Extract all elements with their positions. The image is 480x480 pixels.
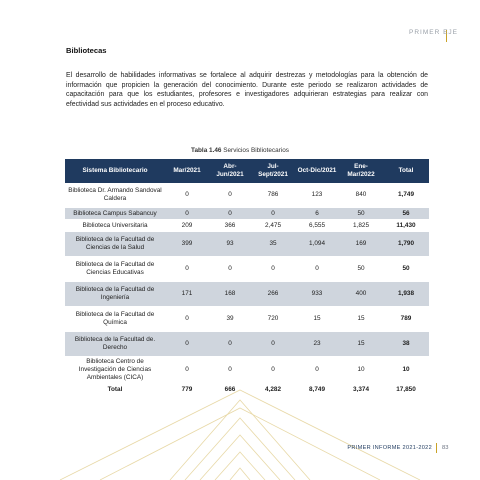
table-row (65, 220, 429, 232)
table-cell: 0 (251, 332, 295, 357)
table-cell: 4,282 (251, 384, 295, 397)
table-cell: 0 (165, 257, 209, 282)
table-caption-title: Servicios Bibliotecarios (221, 147, 289, 154)
row-total: 1,790 (383, 232, 429, 257)
table-cell: 0 (209, 357, 251, 384)
table-cell: 2,475 (251, 220, 295, 232)
row-total: 50 (383, 257, 429, 282)
table-cell: 35 (251, 232, 295, 257)
table-cell: 0 (209, 208, 251, 220)
table-cell: 209 (165, 220, 209, 232)
table-cell: 266 (251, 282, 295, 307)
table-cell: 779 (165, 384, 209, 397)
table-cell: 50 (339, 257, 383, 282)
library-name: Biblioteca de la Facultad de. Derecho (65, 332, 165, 357)
row-total: 10 (383, 357, 429, 384)
table-cell: 666 (209, 384, 251, 397)
table-cell: 169 (339, 232, 383, 257)
table-cell: 720 (251, 307, 295, 332)
table-cell: 171 (165, 282, 209, 307)
library-name: Biblioteca de la Facultad de Ciencias Educativas (65, 257, 165, 282)
column-header: Total (383, 159, 429, 183)
row-total: 56 (383, 208, 429, 220)
header-label: PRIMER EJE (408, 29, 458, 36)
library-name: Biblioteca Universitaria (65, 220, 165, 232)
library-services-table (65, 159, 429, 397)
table-row (65, 232, 429, 257)
table-cell: 400 (339, 282, 383, 307)
table-cell: 8,749 (295, 384, 339, 397)
column-header: Jul-Sept/2021 (251, 159, 295, 183)
row-total: 1,938 (383, 282, 429, 307)
table-cell: 10 (339, 357, 383, 384)
library-name: Biblioteca de la Facultad de Ciencias de la Salud (65, 232, 165, 257)
column-header: Oct-Dic/2021 (295, 159, 339, 183)
grand-total: 17,850 (383, 384, 429, 397)
table-row (65, 282, 429, 307)
table-cell: 0 (251, 357, 295, 384)
library-name: Biblioteca Campus Sabancuy (65, 208, 165, 220)
table-cell: 786 (251, 183, 295, 208)
table-cell: 0 (165, 208, 209, 220)
table-cell: 0 (165, 332, 209, 357)
table-cell: 366 (209, 220, 251, 232)
library-name: Biblioteca Dr. Armando Sandoval Caldera (65, 183, 165, 208)
table-cell: 0 (251, 257, 295, 282)
table-cell: 6 (295, 208, 339, 220)
column-header: Sistema Bibliotecario (65, 159, 165, 183)
page-number: 83 (442, 445, 449, 451)
table-row (65, 257, 429, 282)
table-cell: 0 (295, 357, 339, 384)
table-cell: 6,555 (295, 220, 339, 232)
table-row (65, 208, 429, 220)
table-cell: 39 (209, 307, 251, 332)
table-cell: 3,374 (339, 384, 383, 397)
footer-accent-rule (436, 443, 437, 453)
table-cell: 0 (165, 183, 209, 208)
table-cell: 1,825 (339, 220, 383, 232)
section-title: Bibliotecas (66, 46, 107, 55)
table-cell: 0 (209, 257, 251, 282)
column-header: Mar/2021 (165, 159, 209, 183)
library-name: Biblioteca Centro de Investigación de Ciencias Ambientales (CICA) (65, 357, 165, 384)
table-caption-number: Tabla 1.46 (191, 147, 222, 154)
section-paragraph: El desarrollo de habilidades informativas se fortalece al adquirir destrezas y metodologías para la obtención de información que propicien la generación del conocimiento. Durante este periodo se realizaron actividades de capacitación para que los estudiantes, profesores e investigadores adquirieran estrategias para realizar con efectividad sus actividades en el proceso educativo. (66, 72, 428, 108)
table-row (65, 307, 429, 332)
table-cell: 15 (339, 332, 383, 357)
table-cell: 50 (339, 208, 383, 220)
table-cell: 93 (209, 232, 251, 257)
table-cell: 840 (339, 183, 383, 208)
table-cell: 0 (251, 208, 295, 220)
library-name: Biblioteca de la Facultad de Ingeniería (65, 282, 165, 307)
totals-label: Total (65, 384, 165, 397)
row-total: 1,749 (383, 183, 429, 208)
table-cell: 168 (209, 282, 251, 307)
footer-label: PRIMER INFORME 2021-2022 (347, 445, 432, 451)
table-cell: 1,094 (295, 232, 339, 257)
table-caption (0, 147, 480, 154)
table-row (65, 332, 429, 357)
row-total: 38 (383, 332, 429, 357)
table-cell: 15 (295, 307, 339, 332)
table-cell: 0 (295, 257, 339, 282)
table-cell: 123 (295, 183, 339, 208)
row-total: 11,430 (383, 220, 429, 232)
table-cell: 933 (295, 282, 339, 307)
column-header: Ene-Mar/2022 (339, 159, 383, 183)
row-total: 789 (383, 307, 429, 332)
table-cell: 0 (165, 307, 209, 332)
table-cell: 0 (209, 332, 251, 357)
table-cell: 0 (209, 183, 251, 208)
table-cell: 15 (339, 307, 383, 332)
column-header: Abr-Jun/2021 (209, 159, 251, 183)
table-row (65, 183, 429, 208)
table-cell: 23 (295, 332, 339, 357)
decorative-gold-lines (0, 380, 480, 480)
table-cell: 399 (165, 232, 209, 257)
table-cell: 0 (165, 357, 209, 384)
table-header-row (65, 159, 429, 183)
library-name: Biblioteca de la Facultad de Química (65, 307, 165, 332)
